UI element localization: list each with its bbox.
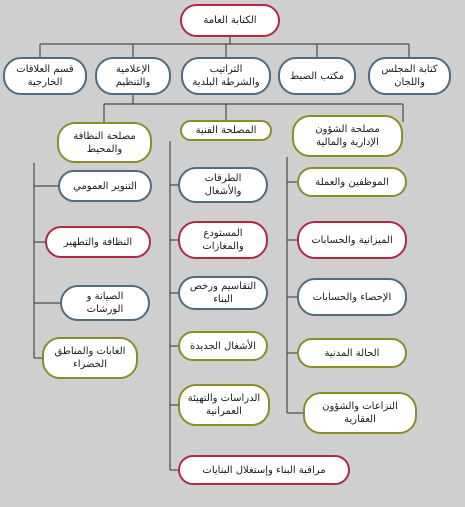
child-public-lighting: التنوير العمومي <box>58 170 152 202</box>
top-node-registry-office: مكتب الضبط <box>278 57 356 95</box>
dept-cleanliness-environment: مصلحة النظافة والمحيط <box>57 122 152 163</box>
dept-technical: المصلحة الفنية <box>180 120 272 141</box>
child-forests-green-areas: الغابات والمناطق الخضراء <box>42 337 138 379</box>
child-disputes-real-estate: النزاعات والشؤون العقارية <box>303 392 417 434</box>
top-node-media-organization: الإعلامية والتنظيم <box>95 57 171 95</box>
child-staff-workers: الموظفين والعملة <box>297 167 407 197</box>
dept-admin-finance: مصلحة الشؤون الإدارية والمالية <box>292 115 403 157</box>
child-warehouse-stores: المستودع والمغازات <box>178 221 268 259</box>
child-budget-accounts: الميزانية والحسابات <box>297 221 407 259</box>
child-maintenance-workshops: الصيانة و الورشات <box>60 285 150 321</box>
root-node: الكتابة العامة <box>180 4 280 37</box>
child-studies-urban-planning: الدراسات والتهيئة العمرانية <box>178 384 270 426</box>
child-cleaning-sanitation: النظافة والتطهير <box>45 226 151 258</box>
child-civil-status: الحالة المدنية <box>297 338 407 368</box>
child-subdivisions-building-permits: التقاسيم ورخص البناء <box>178 276 268 310</box>
top-node-regulations-police: التراتيب والشرطة البلدية <box>181 57 271 95</box>
child-roads-works: الطرقات والأشغال <box>178 167 268 203</box>
child-statistics-accounts: الإحصاء والحسابات <box>297 278 407 316</box>
child-new-works: الأشغال الجديدة <box>178 331 268 361</box>
top-node-external-relations: قسم العلاقات الخارجية <box>3 57 87 95</box>
child-building-control: مراقبة البناء وإستغلال البنايات <box>178 455 350 485</box>
top-node-council-secretariat: كتابة المجلس واللجان <box>368 57 451 95</box>
